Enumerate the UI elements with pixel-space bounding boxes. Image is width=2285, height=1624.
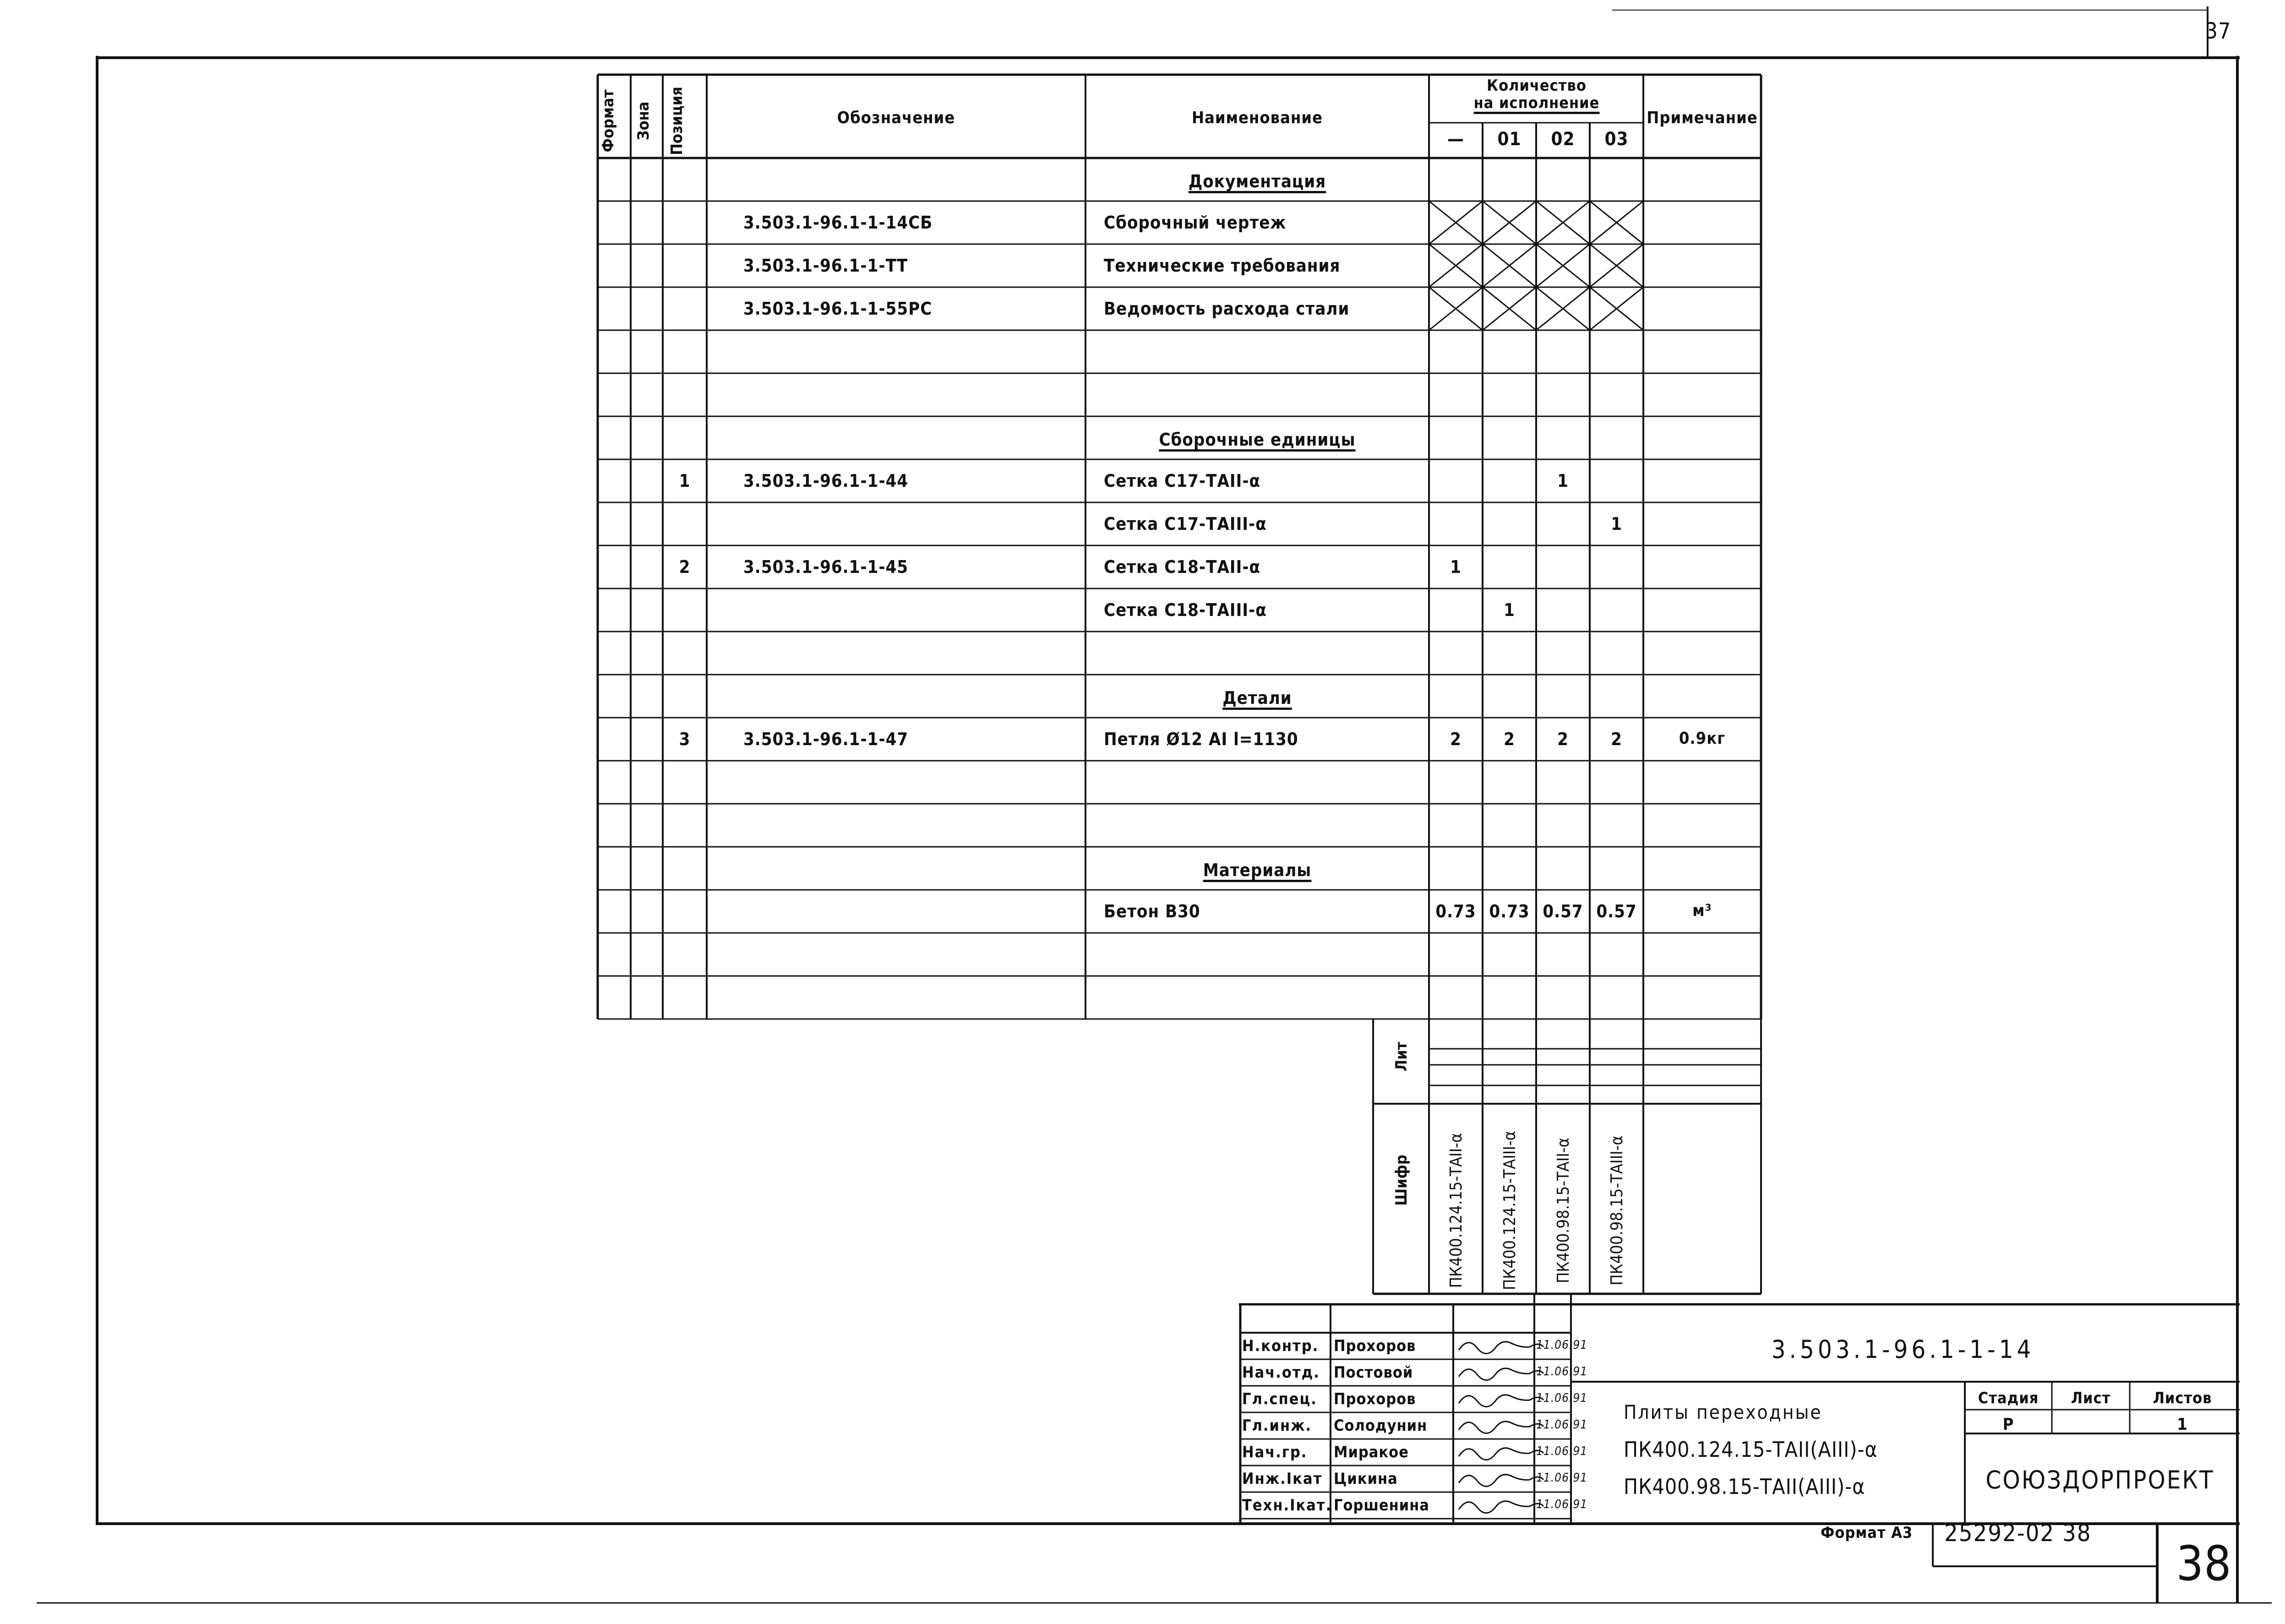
title-line-1: Плиты переходные xyxy=(1624,1401,1822,1423)
designation-cell: 3.503.1-96.1-1-ТТ xyxy=(743,256,908,276)
cipher-1: ПК400.124.15-ТАIII-α xyxy=(1500,1130,1519,1291)
signature-role: Техн.Iкат. xyxy=(1242,1496,1332,1515)
name-cell: Сетка С17-ТАIII-α xyxy=(1104,514,1267,534)
signature-name: Горшенина xyxy=(1334,1496,1429,1515)
signature-scribble xyxy=(1459,1395,1543,1407)
header-note: Примечание xyxy=(1647,109,1758,127)
designation-cell: 3.503.1-96.1-1-14СБ xyxy=(743,213,933,233)
signature-name: Миракое xyxy=(1334,1443,1409,1461)
quantity-cell: 2 xyxy=(1450,729,1462,749)
name-cell: Сетка С18-ТАII-α xyxy=(1104,557,1261,577)
designation-cell: 3.503.1-96.1-1-55РС xyxy=(743,299,933,319)
header-zone: Зона xyxy=(634,101,653,141)
position-cell: 2 xyxy=(679,557,691,577)
header-variant-0: — xyxy=(1447,129,1464,150)
header-quantity-line1: Количество xyxy=(1487,76,1587,95)
signature-name: Постовой xyxy=(1334,1363,1413,1382)
signature-date: 11.06.91 xyxy=(1536,1365,1588,1379)
signature-date: 11.06.91 xyxy=(1536,1391,1588,1405)
quantity-cell: 1 xyxy=(1450,557,1462,577)
header-format: Формат xyxy=(599,89,617,153)
quantity-cell: 1 xyxy=(1557,471,1569,491)
signature-name: Цикина xyxy=(1334,1470,1398,1488)
note-cell: м³ xyxy=(1692,901,1712,920)
name-cell: Бетон В30 xyxy=(1104,901,1200,921)
quantity-cell: 2 xyxy=(1557,729,1569,749)
quantity-cell: 0.73 xyxy=(1489,901,1530,921)
signature-scribble xyxy=(1459,1501,1543,1513)
signature-role: Нач.отд. xyxy=(1242,1363,1320,1382)
name-cell: Ведомость расхода стали xyxy=(1104,299,1350,319)
quantity-cell: 2 xyxy=(1504,729,1515,749)
quantity-cell: 1 xyxy=(1611,514,1622,534)
archive-number: 25292-02 38 xyxy=(1944,1520,2092,1547)
signature-role: Нач.гр. xyxy=(1242,1443,1308,1461)
signature-date: 11.06.91 xyxy=(1536,1418,1588,1432)
signature-date: 11.06.91 xyxy=(1536,1498,1588,1511)
signature-scribble xyxy=(1459,1422,1543,1433)
quantity-cell: 2 xyxy=(1611,729,1622,749)
header-variant-3: 03 xyxy=(1604,129,1629,150)
name-cell: Петля Ø12 АI l=1130 xyxy=(1104,729,1298,749)
designation-cell: 3.503.1-96.1-1-47 xyxy=(743,729,909,749)
section-heading: Сборочные единицы xyxy=(1159,430,1356,450)
lit-label: Лит xyxy=(1392,1041,1411,1072)
quantity-cell: 1 xyxy=(1504,600,1515,620)
format-label: Формат А3 xyxy=(1821,1524,1913,1542)
header-variant-1: 01 xyxy=(1497,129,1522,150)
section-heading: Детали xyxy=(1222,688,1292,708)
page-number-top: 37 xyxy=(2205,18,2231,44)
organization: СОЮЗДОРПРОЕКТ xyxy=(1985,1466,2214,1494)
section-heading: Материалы xyxy=(1203,860,1312,880)
stage-value: Р xyxy=(2002,1415,2014,1434)
signature-date: 11.06.91 xyxy=(1536,1338,1588,1352)
page-number-bottom: 38 xyxy=(2176,1536,2232,1591)
name-cell: Сборочный чертеж xyxy=(1104,213,1287,233)
quantity-cell: 0.57 xyxy=(1596,901,1637,921)
signature-date: 11.06.91 xyxy=(1536,1444,1588,1458)
signature-scribble xyxy=(1459,1368,1543,1380)
signature-scribble xyxy=(1459,1448,1543,1460)
section-heading: Документация xyxy=(1188,171,1326,191)
sheet-header: Лист xyxy=(2071,1389,2111,1407)
name-cell: Сетка С18-ТАIII-α xyxy=(1104,600,1267,620)
name-cell: Сетка С17-ТАII-α xyxy=(1104,471,1261,491)
signature-name: Солодунин xyxy=(1334,1417,1428,1435)
stage-header: Стадия xyxy=(1978,1389,2039,1407)
header-position: Позиция xyxy=(668,87,686,155)
title-line-3: ПК400.98.15-ТАII(АIII)-α xyxy=(1624,1474,1865,1499)
signature-name: Прохоров xyxy=(1334,1390,1416,1408)
title-line-2: ПК400.124.15-ТАII(АIII)-α xyxy=(1624,1437,1878,1462)
signature-role: Н.контр. xyxy=(1242,1337,1319,1355)
cipher-2: ПК400.98.15-ТАII-α xyxy=(1554,1138,1573,1283)
designation-cell: 3.503.1-96.1-1-44 xyxy=(743,471,909,491)
header-name: Наименование xyxy=(1191,109,1323,127)
document-code: 3.503.1-96.1-1-14 xyxy=(1771,1335,2035,1364)
position-cell: 1 xyxy=(679,471,691,491)
signature-scribble xyxy=(1459,1475,1543,1487)
quantity-cell: 0.73 xyxy=(1435,901,1476,921)
sheets-header: Листов xyxy=(2153,1389,2212,1407)
position-cell: 3 xyxy=(679,729,691,749)
cipher-3: ПК400.98.15-ТАIII-α xyxy=(1608,1135,1626,1286)
signature-date: 11.06.91 xyxy=(1536,1471,1588,1485)
header-variant-2: 02 xyxy=(1551,129,1575,150)
note-cell: 0.9кг xyxy=(1679,729,1726,748)
header-quantity-line2: на исполнение xyxy=(1473,94,1600,112)
quantity-cell: 0.57 xyxy=(1543,901,1583,921)
header-designation: Обозначение xyxy=(837,109,955,127)
signature-role: Инж.Iкат xyxy=(1242,1470,1323,1488)
signature-role: Гл.спец. xyxy=(1242,1390,1317,1408)
cipher-label: Шифр xyxy=(1392,1155,1411,1206)
signature-role: Гл.инж. xyxy=(1242,1417,1312,1435)
signature-scribble xyxy=(1459,1342,1543,1354)
designation-cell: 3.503.1-96.1-1-45 xyxy=(743,557,909,577)
cipher-0: ПК400.124.15-ТАII-α xyxy=(1447,1133,1466,1288)
name-cell: Технические требования xyxy=(1104,256,1341,276)
signature-name: Прохоров xyxy=(1334,1337,1416,1355)
sheets-value: 1 xyxy=(2177,1415,2188,1434)
